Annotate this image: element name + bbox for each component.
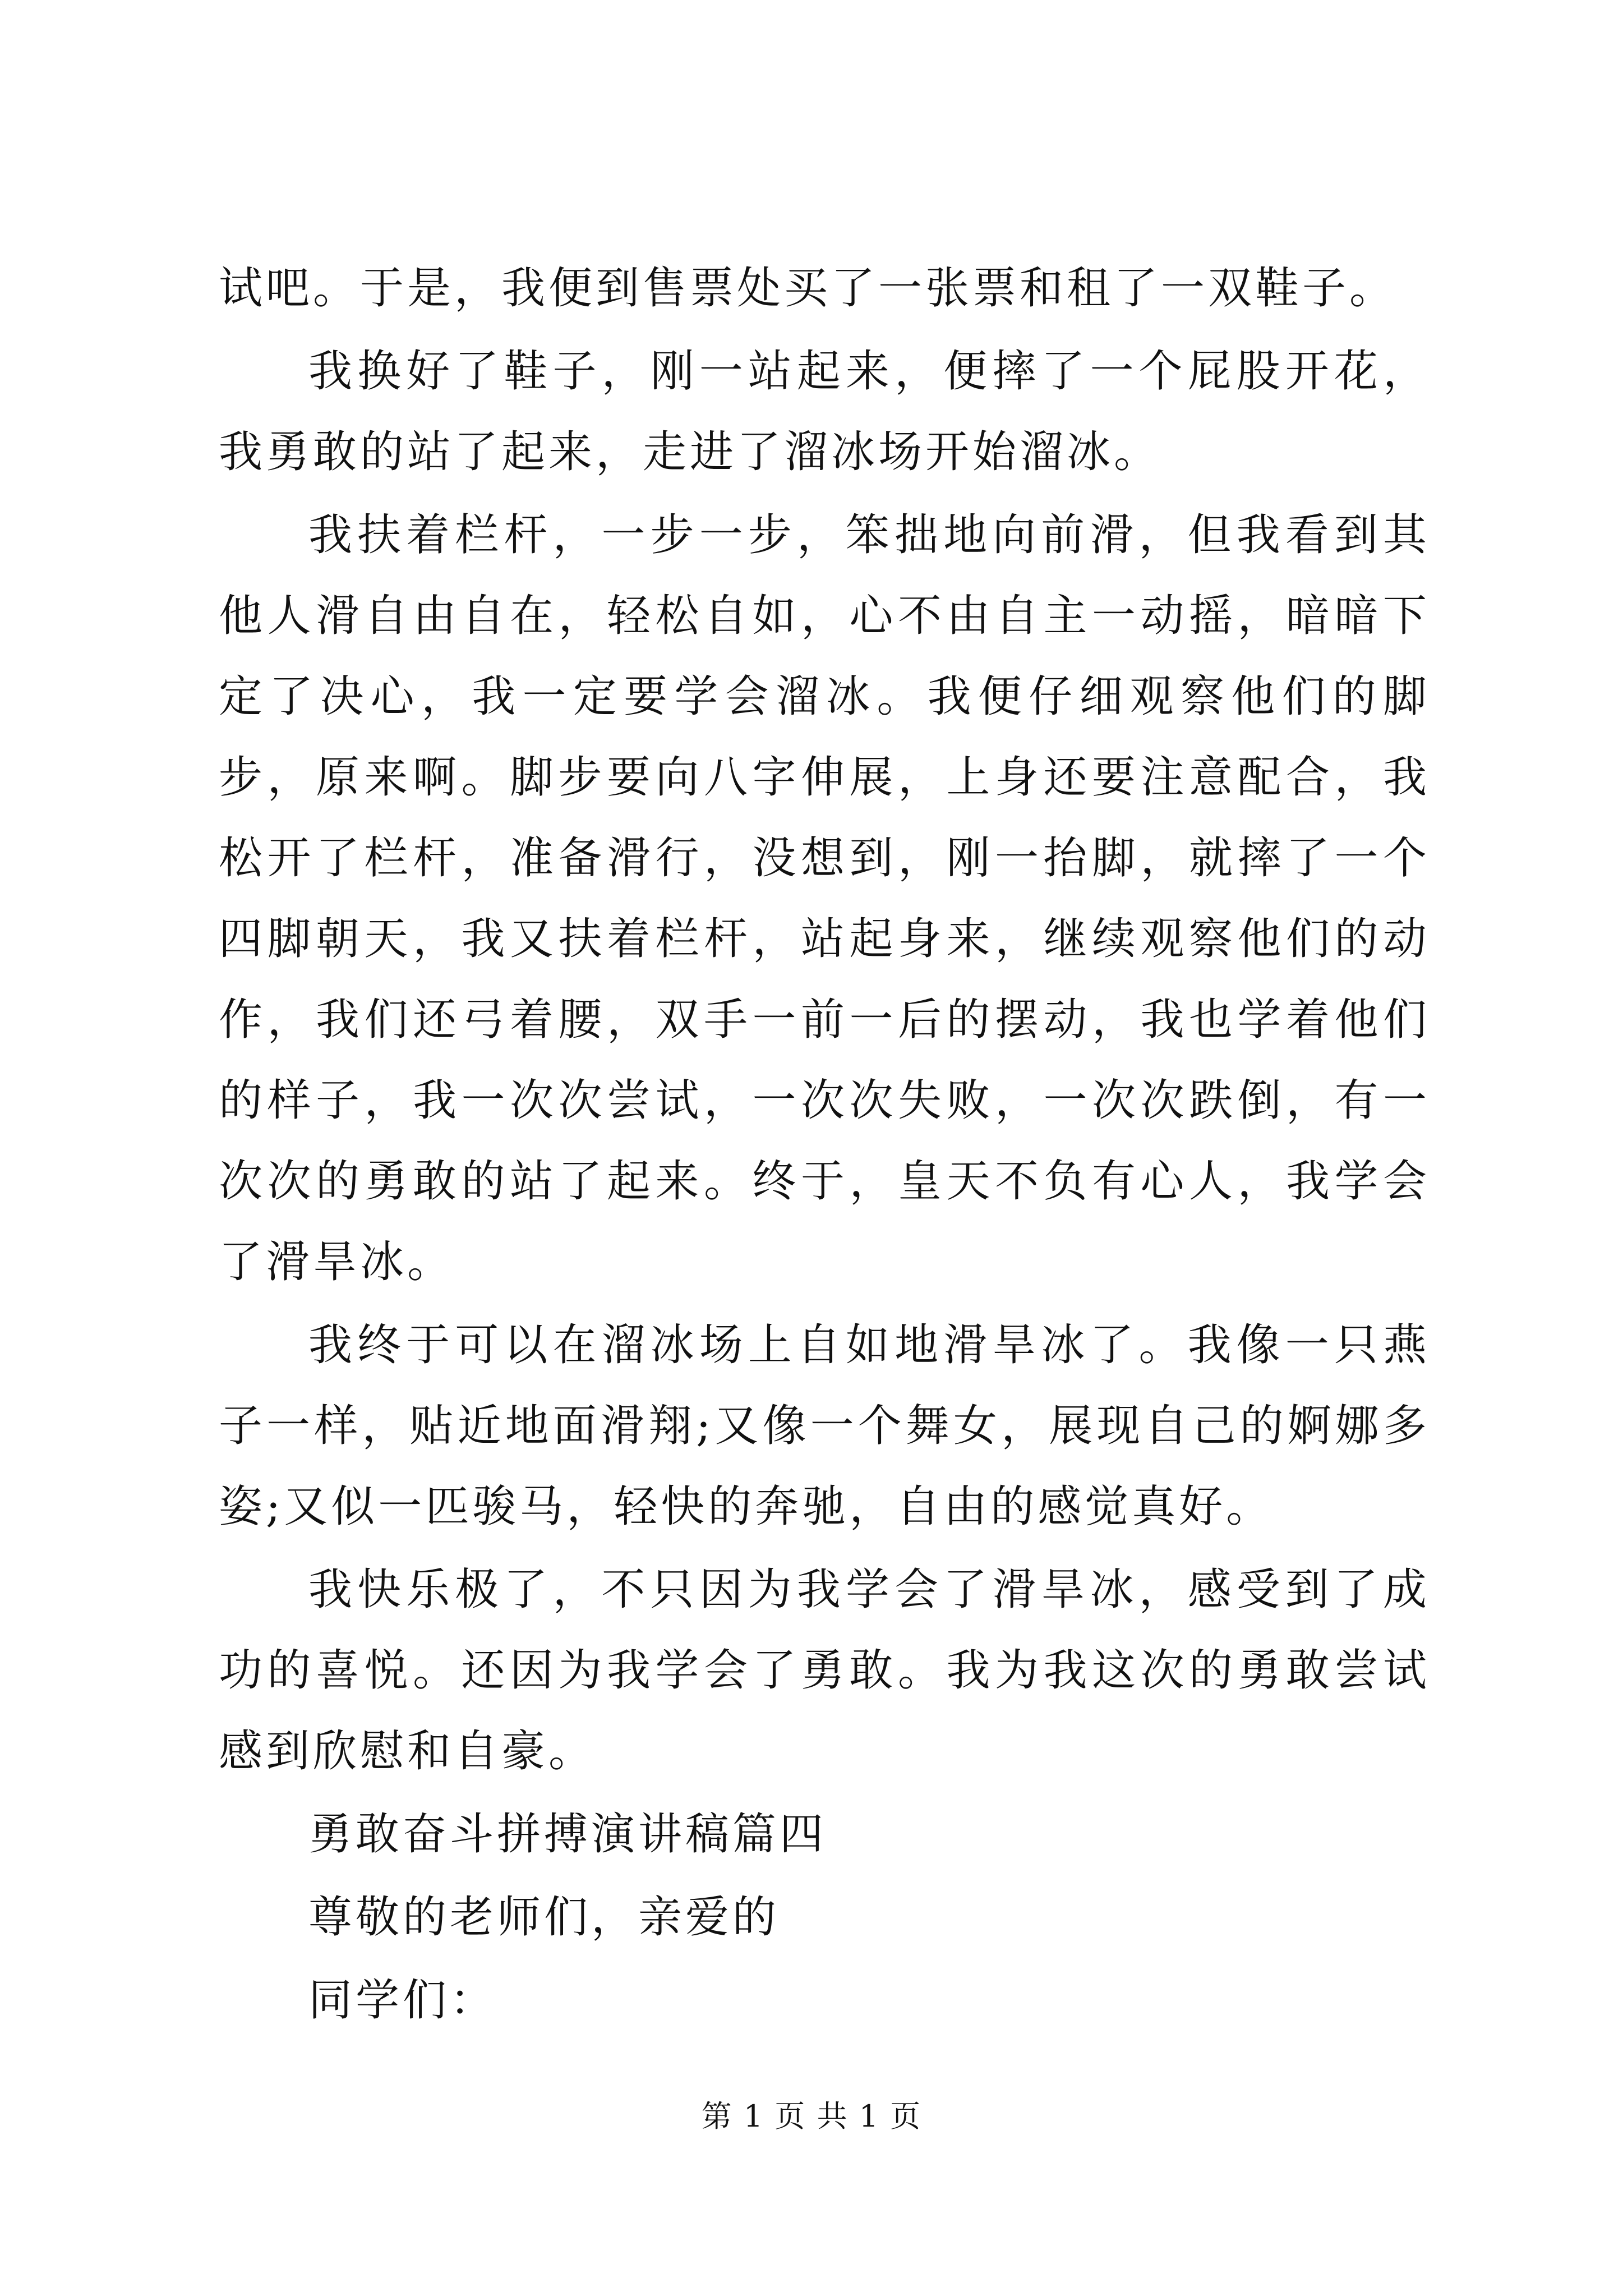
section-heading: 勇敢奋斗拼搏演讲稿篇四 bbox=[308, 1809, 827, 1860]
paragraph-change-shoes: 我换好了鞋子，刚一站起来，便摔了一个屁股开花，我勇敢的站了起来，走进了溜冰场开始溜冰。 bbox=[219, 346, 1430, 477]
page-number-footer: 第 1 页 共 1 页 bbox=[701, 2099, 922, 2134]
paragraph-skating-free: 我终于可以在溜冰场上自如地滑旱冰了。我像一只燕子一样，贴近地面滑翔;又像一个舞女，展现自己的婀娜多姿;又似一匹骏马，轻快的奔驰，自由的感觉真好。 bbox=[219, 1320, 1430, 1532]
salutation-line-1: 尊敬的老师们，亲爱的 bbox=[308, 1892, 780, 1943]
paragraph-continuation: 试吧。于是，我便到售票处买了一张票和租了一双鞋子。 bbox=[219, 263, 1397, 314]
paragraph-learning: 我扶着栏杆，一步一步，笨拙地向前滑，但我看到其他人滑自由自在，轻松自如，心不由自主一动摇，暗暗下定了决心，我一定要学会溜冰。我便仔细观察他们的脚步，原来啊。脚步要向八字伸展，上身还要注意配合，我松开了栏杆，准备滑行，没想到，刚一抬脚，就摔了一个四脚朝天，我又扶着栏杆，站起身来，继续观察他们的动作，我们还弓着腰，双手一前一后的摆动，我也学着他们的样子，我一次次尝试，一次次失败，一次次跌倒，有一次次的勇敢的站了起来。终于，皇天不负有心人，我学会了滑旱冰。 bbox=[219, 510, 1430, 1287]
document-body bbox=[219, 248, 1430, 2043]
salutation-line-2: 同学们： bbox=[308, 1975, 497, 2026]
paragraph-happy: 我快乐极了，不只因为我学会了滑旱冰，感受到了成功的喜悦。还因为我学会了勇敢。我为我这次的勇敢尝试感到欣慰和自豪。 bbox=[219, 1565, 1430, 1777]
